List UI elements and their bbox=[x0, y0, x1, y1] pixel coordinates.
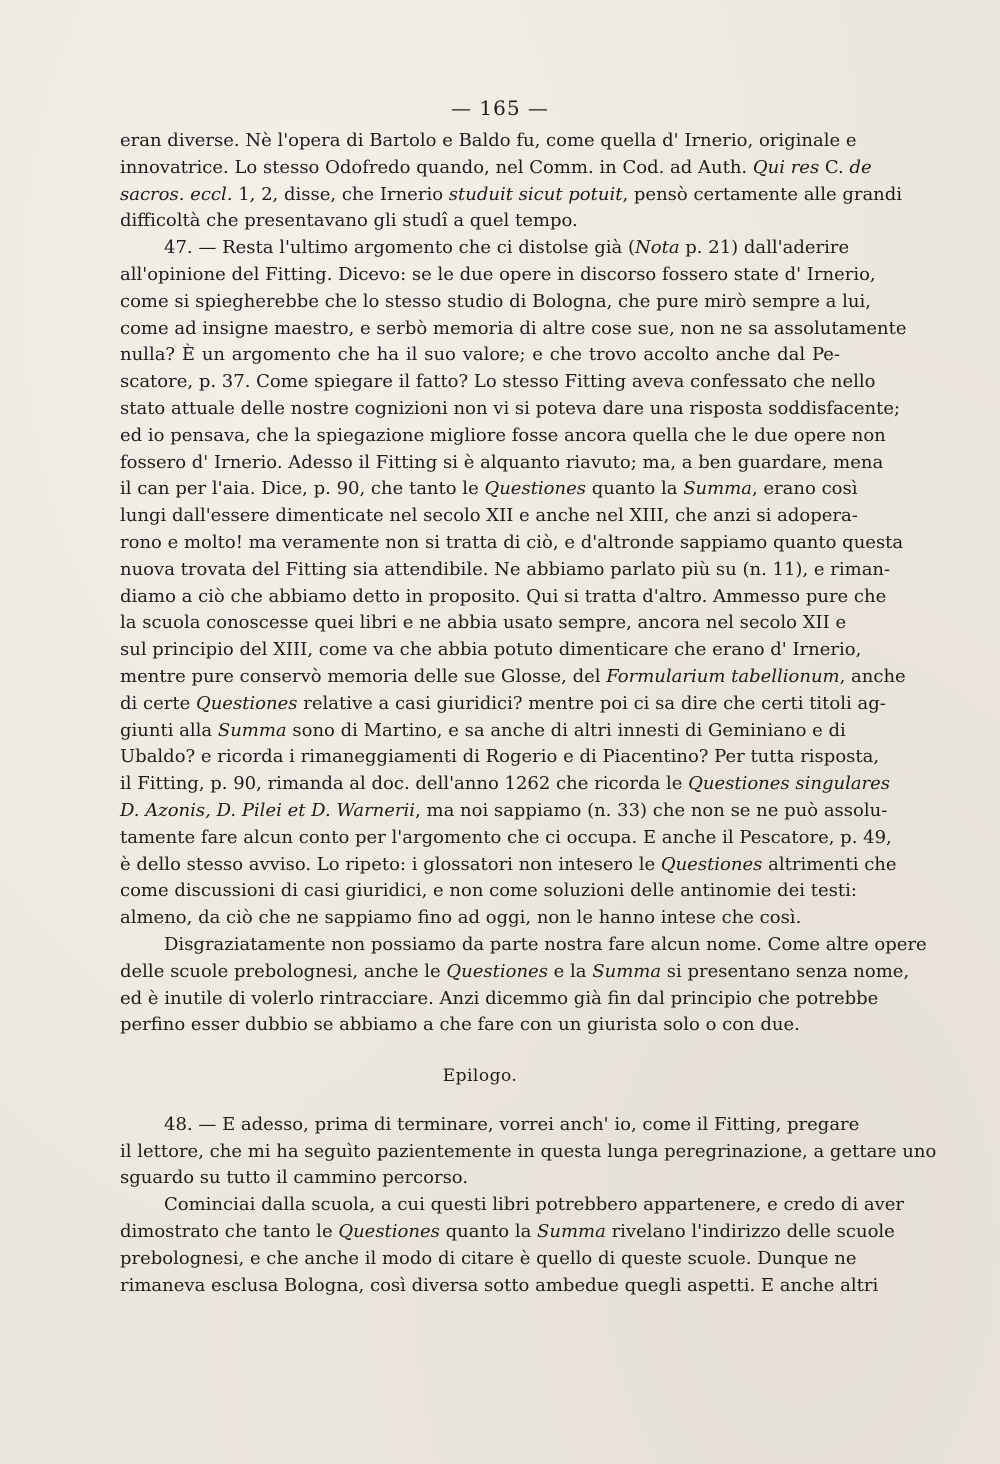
text-line: 48. — E adesso, prima di terminare, vorrei anch' io, come il Fitting, pregare bbox=[164, 1113, 860, 1135]
text-line: come ad insigne maestro, e serbò memoria di altre cose sue, non ne sa assolutamente bbox=[120, 317, 907, 339]
text-line: come discussioni di casi giuridici, e non come soluzioni delle antinomie dei testi: bbox=[120, 880, 857, 902]
text-line: di certe Questiones relative a casi giuridici? mentre poi ci sa dire che certi titoli ag- bbox=[120, 692, 886, 714]
text-line: delle scuole prebolognesi, anche le Questiones e la Summa si presentano senza nome, bbox=[120, 960, 910, 982]
text-line: perfino esser dubbio se abbiamo a che fare con un giurista solo o con due. bbox=[120, 1014, 800, 1036]
text-line: sul principio del XIII, come va che abbia potuto dimenticare che erano d' Irnerio, bbox=[120, 639, 862, 661]
page-number: — 165 — bbox=[451, 96, 549, 120]
text-line: difficoltà che presentavano gli studî a quel tempo. bbox=[120, 210, 578, 232]
text-line: giunti alla Summa sono di Martino, e sa anche di altri innesti di Geminiano e di bbox=[120, 719, 846, 741]
text-line: all'opinione del Fitting. Dicevo: se le due opere in discorso fossero state d' Irnerio, bbox=[120, 263, 876, 285]
text-line: sguardo su tutto il cammino percorso. bbox=[120, 1167, 469, 1189]
text-line: prebolognesi, e che anche il modo di citare è quello di queste scuole. Dunque ne bbox=[120, 1247, 857, 1269]
text-line: stato attuale delle nostre cognizioni non vi si poteva dare una risposta soddisfacente; bbox=[120, 397, 901, 419]
text-line: nuova trovata del Fitting sia attendibile. Ne abbiamo parlato più su (n. 11), e riman- bbox=[120, 558, 891, 580]
text-line: eran diverse. Nè l'opera di Bartolo e Baldo fu, come quella d' Irnerio, originale e bbox=[120, 130, 857, 151]
text-line: almeno, da ciò che ne sappiamo fino ad oggi, non le hanno intese che così. bbox=[120, 907, 802, 929]
text-line: tamente fare alcun conto per l'argomento che ci occupa. E anche il Pescatore, p. 49, bbox=[120, 826, 892, 848]
text-line: il lettore, che mi ha seguìto pazientemente in questa lunga peregrinazione, a gettare uno bbox=[120, 1140, 937, 1162]
text-line: rimaneva esclusa Bologna, così diversa sotto ambedue quegli aspetti. E anche altri bbox=[120, 1274, 879, 1296]
text-line: scatore, p. 37. Come spiegare il fatto? Lo stesso Fitting aveva confessato che nello bbox=[120, 371, 876, 393]
text-line: D. Azonis, D. Pilei et D. Warnerii, ma noi sappiamo (n. 33) che non se ne può assolu- bbox=[120, 799, 888, 821]
text-line: mentre pure conservò memoria delle sue Glosse, del Formularium tabellionum, anche bbox=[120, 665, 906, 687]
text-line: rono e molto! ma veramente non si tratta di ciò, e d'altronde sappiamo quanto questa bbox=[120, 531, 904, 553]
body-text bbox=[120, 128, 937, 1299]
text-line: fossero d' Irnerio. Adesso il Fitting si è alquanto riavuto; ma, a ben guardare, mena bbox=[120, 451, 884, 473]
text-line: sacros. eccl. 1, 2, disse, che Irnerio studuit sicut potuit, pensò certamente alle grandi bbox=[120, 183, 903, 205]
text-line: come si spiegherebbe che lo stesso studio di Bologna, che pure mirò sempre a lui, bbox=[120, 290, 871, 312]
text-line: diamo a ciò che abbiamo detto in proposito. Qui si tratta d'altro. Ammesso pure che bbox=[120, 585, 887, 607]
text-line: innovatrice. Lo stesso Odofredo quando, nel Comm. in Cod. ad Auth. Qui res C. de bbox=[120, 156, 872, 178]
text-line: la scuola conoscesse quei libri e ne abbia usato sempre, ancora nel secolo XII e bbox=[120, 612, 847, 634]
paragraphs-after-heading bbox=[120, 1112, 937, 1300]
section-heading: Epilogo. bbox=[442, 1066, 518, 1087]
paragraphs-before-heading bbox=[120, 128, 927, 1039]
text-line: il Fitting, p. 90, rimanda al doc. dell'anno 1262 che ricorda le Questiones singulares bbox=[120, 773, 891, 795]
text-line: Cominciai dalla scuola, a cui questi libri potrebbero appartenere, e credo di aver bbox=[164, 1194, 905, 1216]
text-line: ed è inutile di volerlo rintracciare. Anzi dicemmo già fin dal principio che potrebbe bbox=[120, 987, 879, 1009]
text-line: 47. — Resta l'ultimo argomento che ci distolse già (Nota p. 21) dall'aderire bbox=[164, 237, 850, 259]
text-line: dimostrato che tanto le Questiones quanto la Summa rivelano l'indirizzo delle scuole bbox=[120, 1221, 895, 1243]
text-line: è dello stesso avviso. Lo ripeto: i glossatori non intesero le Questiones altrimenti che bbox=[120, 853, 897, 875]
text-line: Ubaldo? e ricorda i rimaneggiamenti di Rogerio e di Piacentino? Per tutta risposta, bbox=[120, 746, 880, 768]
text-line: Disgraziatamente non possiamo da parte nostra fare alcun nome. Come altre opere bbox=[164, 933, 927, 955]
text-line: ed io pensava, che la spiegazione migliore fosse ancora quella che le due opere non bbox=[120, 424, 886, 446]
text-line: nulla? È un argomento che ha il suo valore; e che trovo accolto anche dal Pe- bbox=[120, 344, 840, 366]
text-line: il can per l'aia. Dice, p. 90, che tanto le Questiones quanto la Summa, erano così bbox=[120, 478, 858, 500]
text-line: lungi dall'essere dimenticate nel secolo XII e anche nel XIII, che anzi si adopera- bbox=[120, 505, 858, 527]
